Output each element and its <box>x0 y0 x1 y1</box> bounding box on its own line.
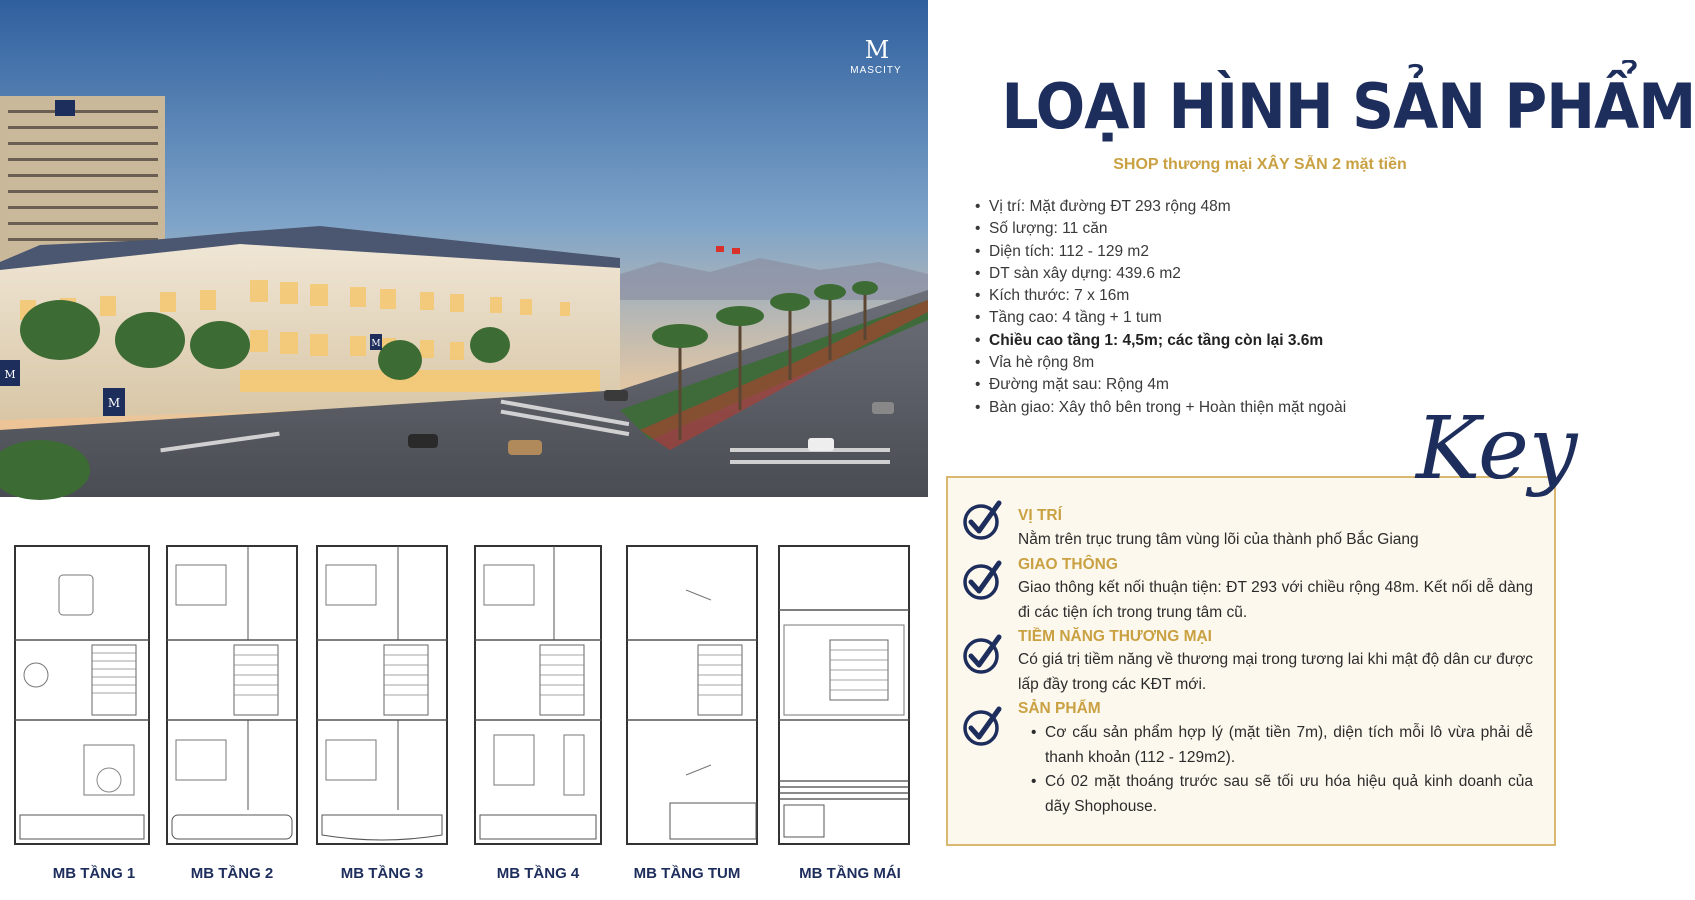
floor-plan-4 <box>474 545 602 845</box>
spec-item: • Số lượng: 11 căn <box>976 218 1436 240</box>
floor-plan-drawing <box>626 545 758 845</box>
floor-plan-tum <box>626 545 758 845</box>
check-circle-icon <box>962 706 1002 746</box>
key-heading: SẢN PHẨM <box>1018 700 1101 717</box>
spec-item: • Chiều cao tầng 1: 4,5m; các tầng còn lại 3.6m <box>976 330 1436 352</box>
spec-item: • Vị trí: Mặt đường ĐT 293 rộng 48m <box>976 196 1436 218</box>
mascity-sign: M <box>4 368 16 381</box>
spec-item: • DT sàn xây dựng: 439.6 m2 <box>976 263 1436 285</box>
key-heading: GIAO THÔNG <box>1018 556 1118 573</box>
floor-plan-label: MB TẦNG TUM <box>633 865 741 882</box>
check-circle-icon <box>962 634 1002 674</box>
key-heading: VỊ TRÍ <box>1018 507 1062 524</box>
floor-plan-mai <box>778 545 910 845</box>
floor-plan-strip <box>0 545 930 882</box>
floor-plan-3 <box>316 545 448 845</box>
spec-item: • Diện tích: 112 - 129 m2 <box>976 241 1436 263</box>
svg-text:Key: Key <box>1416 399 1578 499</box>
floor-plan-drawing <box>474 545 602 845</box>
mascity-logo-icon <box>846 38 906 76</box>
page-subtitle: SHOP thương mại XÂY SẴN 2 mặt tiền <box>1113 156 1407 173</box>
floor-plan-drawing <box>14 545 150 845</box>
key-text: Giao thông kết nối thuận tiện: ĐT 293 với chiều rộng 48m. Kết nối dễ dàng đi các tiện ích trong trung tâm cũ. <box>1018 579 1533 621</box>
check-circle-icon <box>962 500 1002 540</box>
check-circle-icon <box>962 560 1002 600</box>
floor-plan-drawing <box>166 545 298 845</box>
spec-item: • Tầng cao: 4 tầng + 1 tum <box>976 307 1436 329</box>
hero-render-image <box>0 0 928 497</box>
logo-mark: M <box>864 36 888 64</box>
spec-list <box>976 196 1436 419</box>
mascity-sign: M <box>371 339 381 349</box>
mascity-sign: M <box>107 396 121 410</box>
floor-plan-label: MB TẦNG 2 <box>190 865 274 882</box>
floor-plan-label: MB TẦNG 4 <box>496 865 580 882</box>
spec-item: • Kích thước: 7 x 16m <box>976 285 1436 307</box>
page-title: LOẠI HÌNH SẢN PHẨM <box>1001 70 1695 143</box>
floor-plan-1 <box>14 545 150 845</box>
floor-plan-drawing <box>316 545 448 845</box>
key-heading: TIỀM NĂNG THƯƠNG MẠI <box>1018 628 1212 645</box>
key-text: Nằm trên trục trung tâm vùng lõi của thành phố Bắc Giang <box>1018 531 1419 548</box>
floor-plan-2 <box>166 545 298 845</box>
floor-plan-drawing <box>778 545 910 845</box>
key-bullet-list <box>1018 721 1533 819</box>
key-bullet: • Cơ cấu sản phẩm hợp lý (mặt tiền 7m), diện tích mỗi lô vừa phải dễ thanh khoản (112 - 129m2). <box>1018 721 1533 770</box>
logo-text: MASCITY <box>850 65 902 76</box>
spec-item: • Đường mặt sau: Rộng 4m <box>976 374 1436 396</box>
floor-plan-label: MB TẦNG MÁI <box>799 865 901 882</box>
key-text: Có giá trị tiềm năng về thương mại trong tương lai khi mật độ dân cư được lấp đầy trong các KĐT mới. <box>1018 651 1533 693</box>
key-points-box <box>946 476 1556 846</box>
floor-plan-label: MB TẦNG 1 <box>52 865 136 882</box>
spec-item: • Vỉa hè rộng 8m <box>976 352 1436 374</box>
floor-plan-label: MB TẦNG 3 <box>340 865 424 882</box>
key-bullet: • Có 02 mặt thoáng trước sau sẽ tối ưu hóa hiệu quả kinh doanh của dãy Shophouse. <box>1018 770 1533 819</box>
spec-item: • Bàn giao: Xây thô bên trong + Hoàn thiện mặt ngoài <box>976 397 1436 419</box>
